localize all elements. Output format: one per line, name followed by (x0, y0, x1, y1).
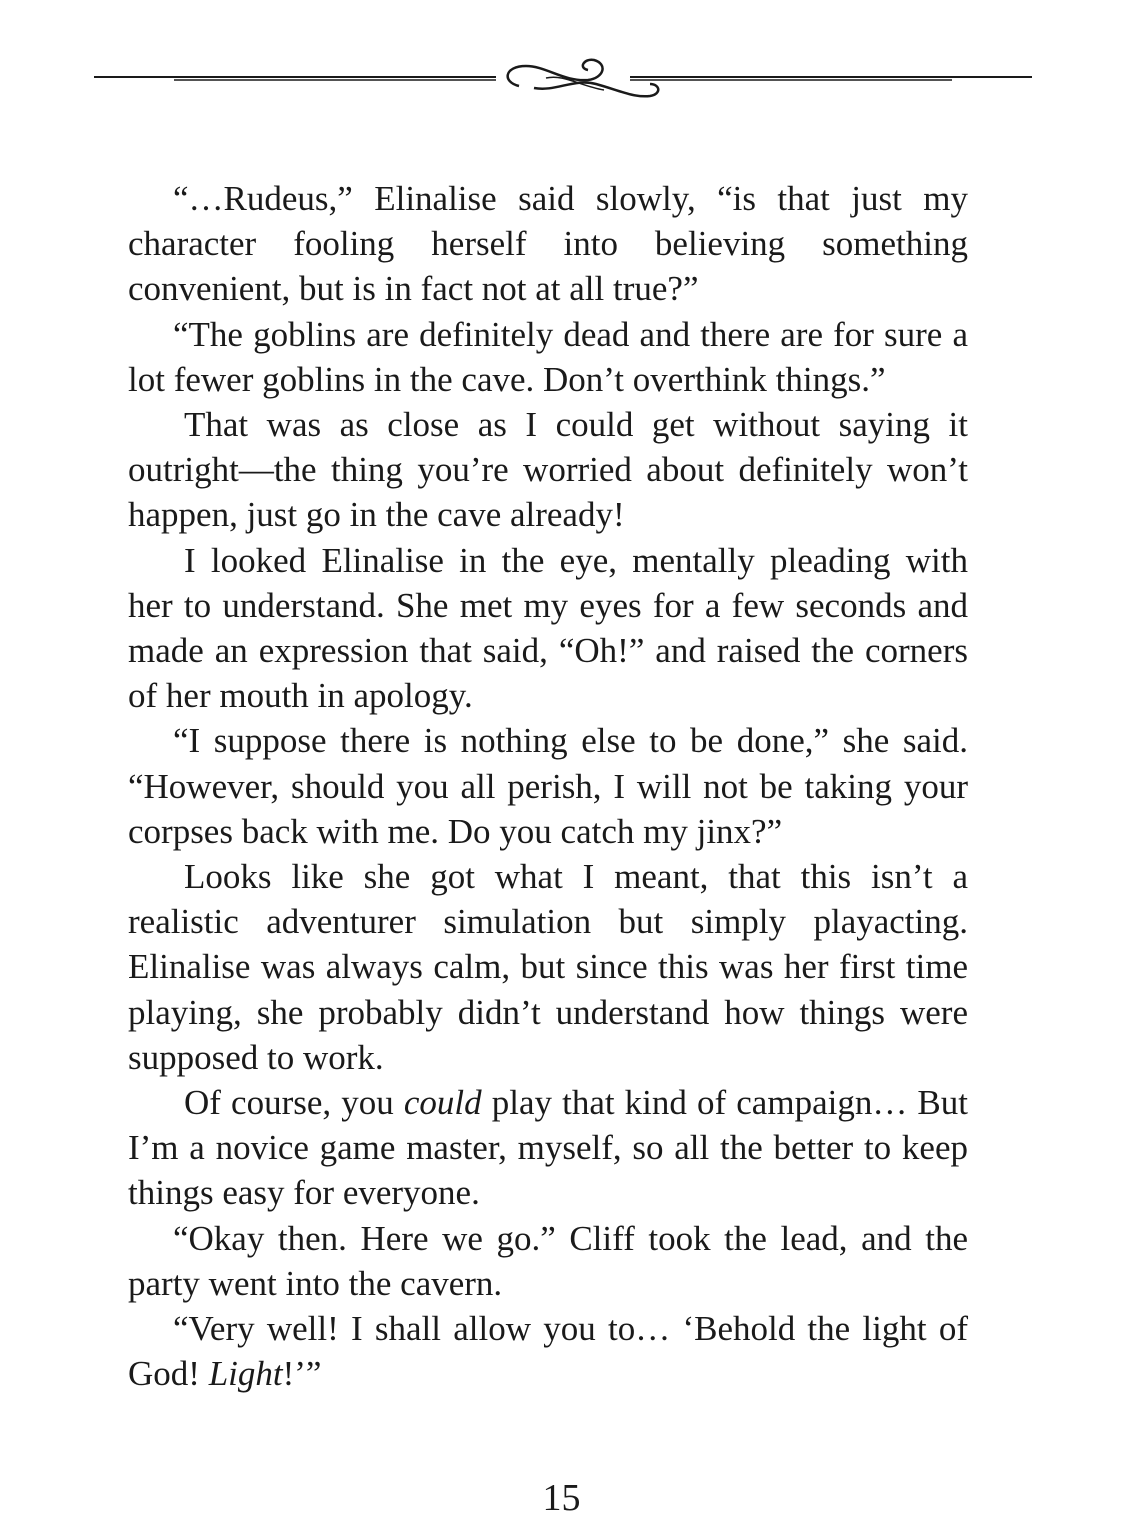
text-run: “I suppose there is nothing else to be done,” she said. “However, should you all perish, I will not be taking your corpses back with me. Do you catch my jinx?” (128, 721, 968, 851)
paragraph (128, 1080, 968, 1216)
text-run: “…Rudeus,” Elinalise said slowly, “is that just my character fooling herself into believing something convenient, but is in fact not at all true?” (128, 179, 968, 309)
paragraph (128, 1306, 968, 1396)
paragraph (128, 402, 968, 538)
text-run: That was as close as I could get without saying it outright—the thing you’re worried about definitely won’t happen, just go in the cave already! (128, 405, 968, 535)
text-run: play that kind of campaign… But I’m a novice game master, myself, so all the better to keep things easy for everyone. (128, 1083, 969, 1213)
italic-text: could (403, 1083, 482, 1123)
text-run: “Okay then. Here we go.” Cliff took the lead, and the party went into the cavern. (128, 1218, 968, 1303)
text-run: Looks like she got what I meant, that this isn’t a realistic adventurer simulation but simply playacting. Elinalise was always calm, but since this was her first time playing, she probably didn’t understand how things were supposed to work. (128, 857, 968, 1077)
text-run: “Very well! I shall allow you to… ‘Behold the light of God! (128, 1309, 968, 1394)
paragraph (128, 538, 968, 719)
page-number: 15 (542, 1477, 581, 1519)
chapter-body (128, 176, 968, 1396)
text-run: !’” (282, 1354, 322, 1394)
paragraph (128, 176, 968, 312)
paragraph (128, 854, 968, 1080)
paragraph (128, 718, 968, 854)
text-run: Of course, you (184, 1083, 404, 1123)
italic-text: Light (208, 1354, 283, 1394)
text-run: “The goblins are definitely dead and there are for sure a lot fewer goblins in the cave. Don’t overthink things.” (128, 314, 968, 399)
paragraph (128, 312, 968, 402)
paragraph (128, 1216, 968, 1306)
text-run: I looked Elinalise in the eye, mentally pleading with her to understand. She met my eyes for a few seconds and made an expression that said, “Oh!” and raised the corners of her mouth in apology. (128, 540, 968, 716)
ornamental-divider (94, 52, 1032, 112)
